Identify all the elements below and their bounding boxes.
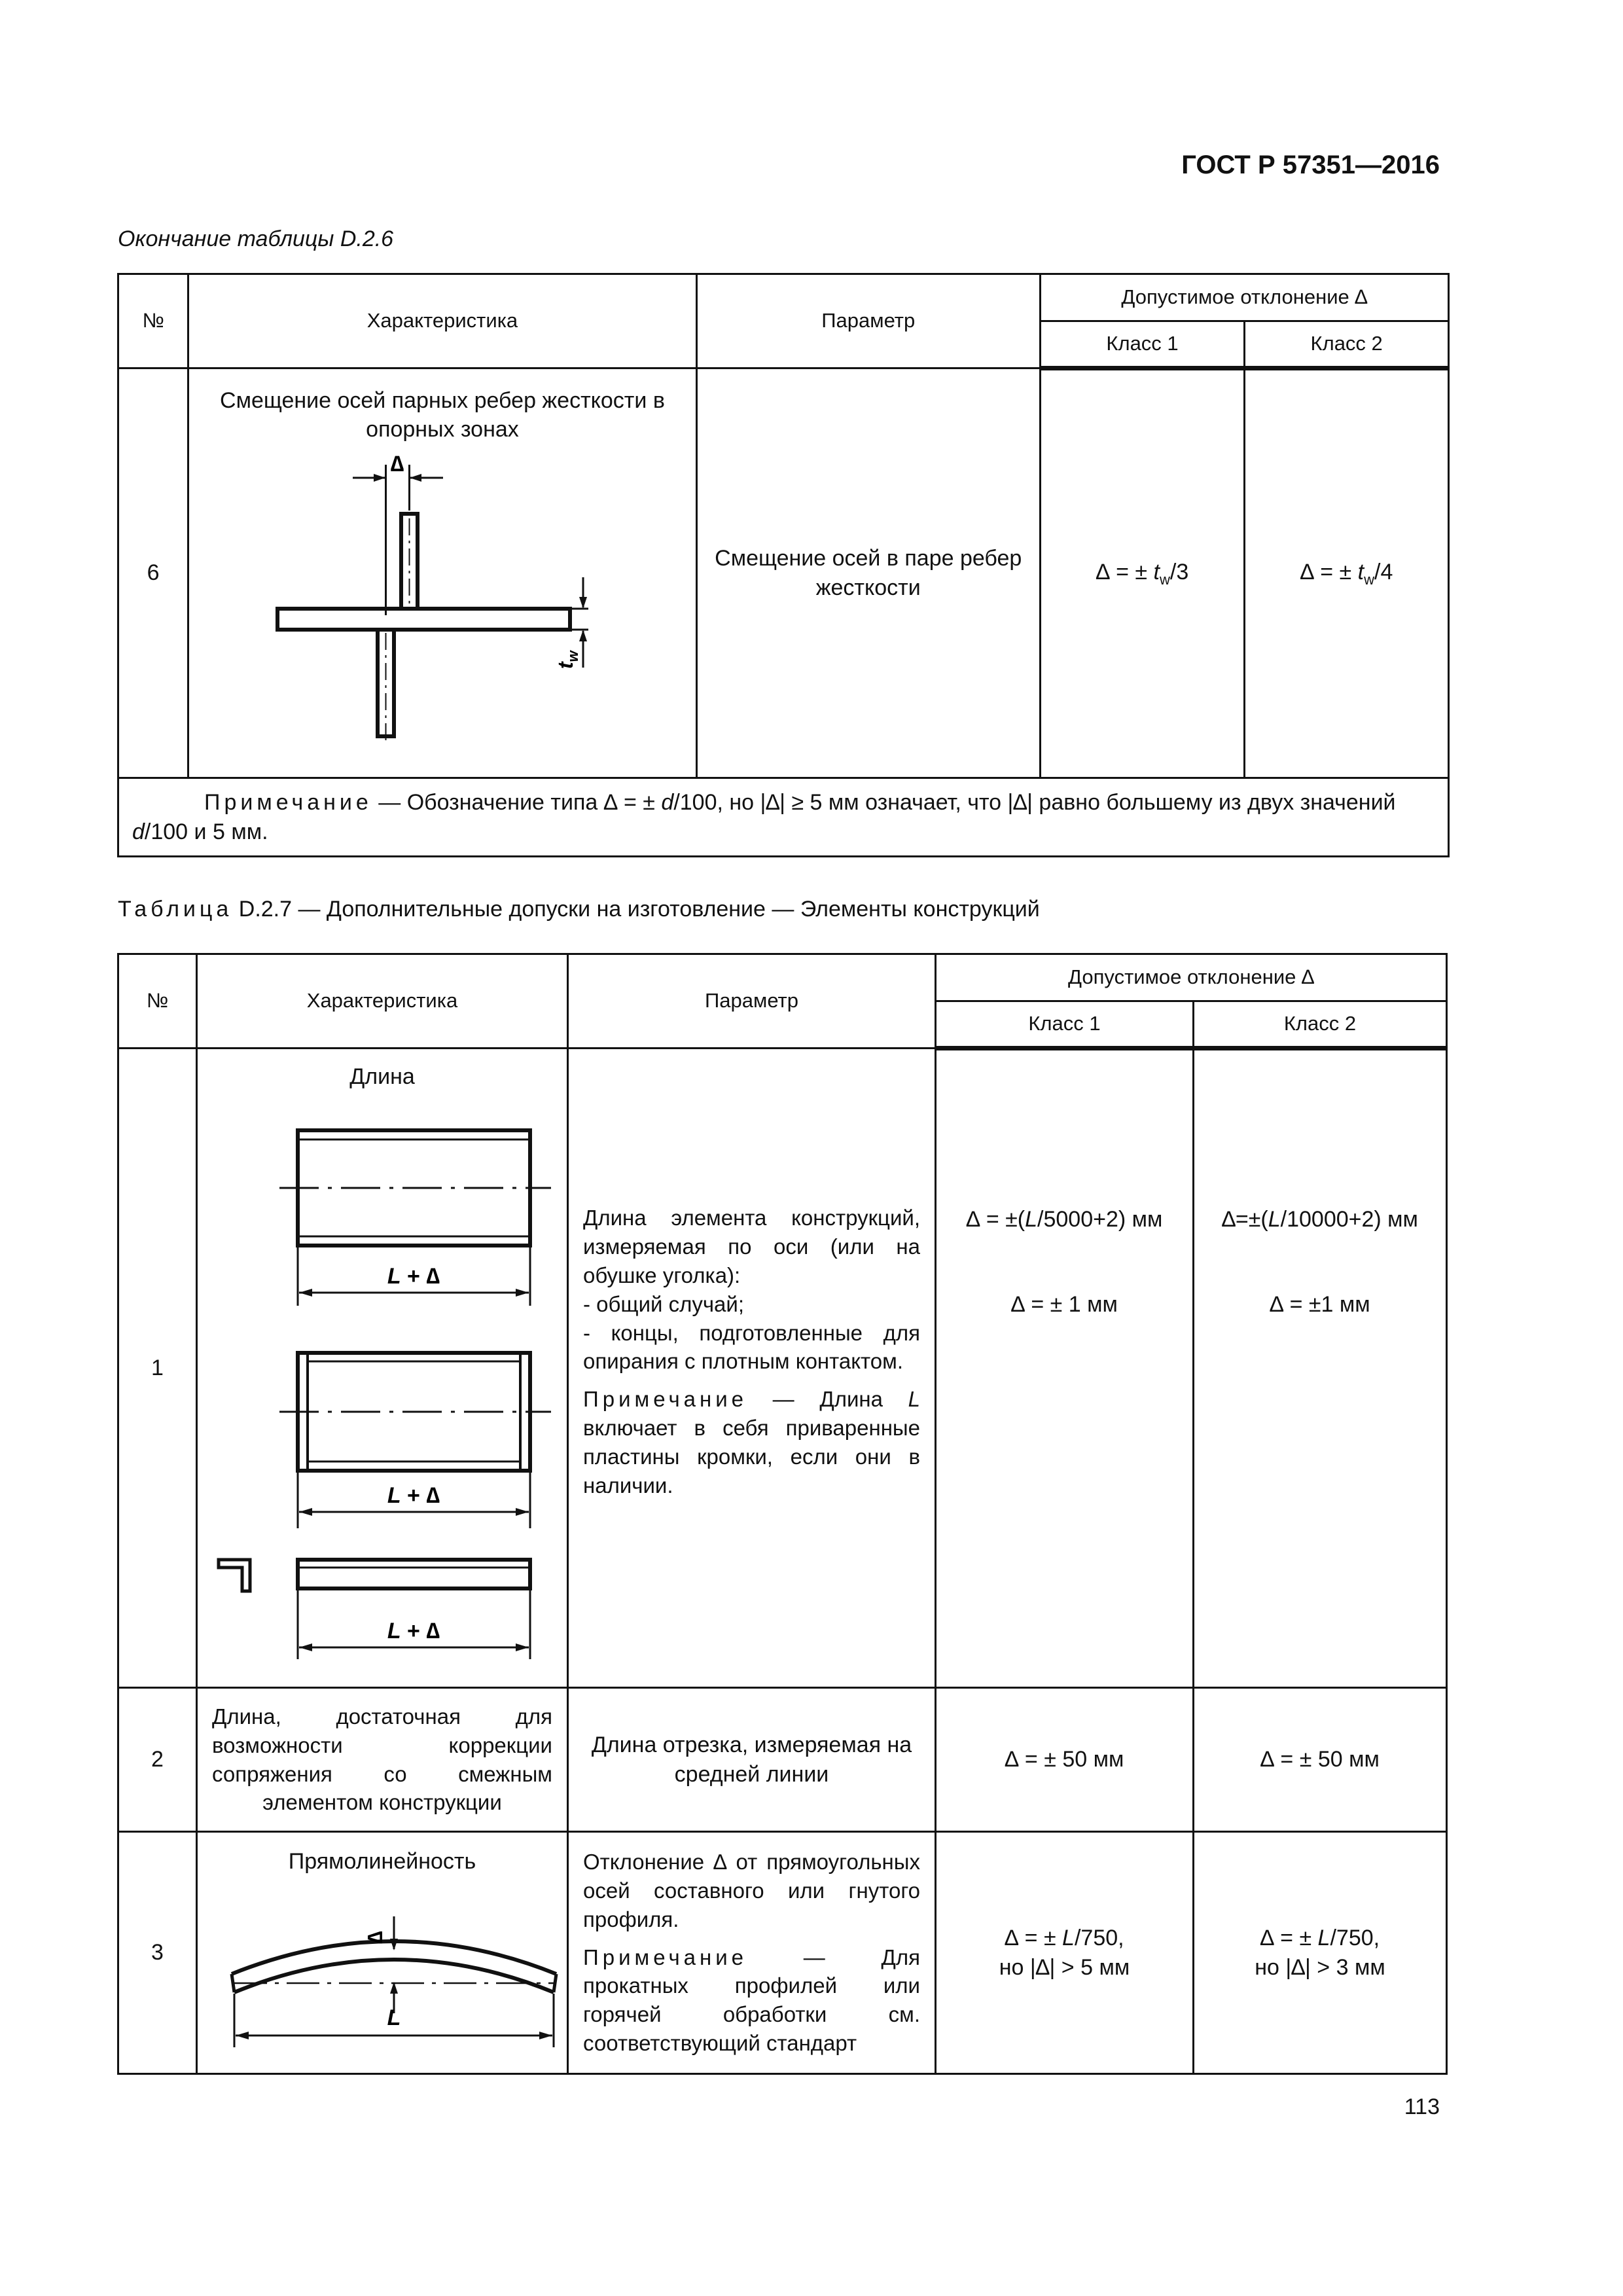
header-num: № [118,954,197,1049]
characteristic-title: Смещение осей парных ребер жесткости в опорных зонах [220,388,665,442]
tw-label: $t_w$ [554,651,582,670]
header-characteristic: Характеристика [188,274,697,368]
parameter-cell: Смещение осей в паре ребер жесткости [696,368,1040,778]
row-number: 1 [118,1049,197,1688]
stiffener-offset-diagram [202,446,683,754]
class2-cell: ∆ = ± $t_w/4$ [1245,368,1449,778]
header-deviation: Допустимое отклонение ∆ [1040,274,1448,321]
page-number: 113 [1404,2094,1440,2119]
row-number: 6 [118,368,188,778]
straightness-diagram [211,1876,568,2053]
class1-cell: ∆ = ± 50 мм [936,1688,1194,1832]
header-num: № [118,274,188,368]
parameter-cell: Длина отрезка, измеряемая на средней линии [568,1688,936,1832]
row-number: 3 [118,1832,197,2074]
parameter-note: Примечание — Длина L включает в себя приваренные пластины кромки, если они в наличии. [583,1387,920,1498]
row-number: 2 [118,1688,197,1832]
delta-label: ∆ [363,1931,387,1945]
table-note: Примечание — Обозначение типа ∆ = ± d/100, но |∆| ≥ 5 мм означает, что |∆| равно большему из двух значений d/100 и 5 мм. [118,778,1449,857]
table-row [118,368,1449,778]
characteristic-cell [188,368,697,778]
characteristic-title: Длина [349,1064,415,1089]
class2-cell: ∆ = ± 50 мм [1194,1688,1447,1832]
parameter-cell: Отклонение ∆ от прямоугольных осей составного или гнутого профиля. Примечание — Для прокатных профилей или горячей обработки см. соответствующий стандарт [568,1832,936,2074]
length-label-3: L + ∆ [387,1619,440,1644]
table-d27-caption: Таблица D.2.7 — Дополнительные допуски на изготовление — Элементы конструкций [118,897,1040,922]
header-class1: Класс 1 [936,1001,1194,1049]
characteristic-title: Прямолинейность [288,1849,476,1874]
table-d26-caption: Окончание таблицы D.2.6 [118,226,394,251]
length-label-1: L + ∆ [387,1264,440,1289]
delta-label: ∆ [390,452,404,477]
header-class2: Класс 2 [1245,321,1449,368]
class1-cell: ∆ = ±(L/5000+2) мм ∆ = ± 1 мм [936,1049,1194,1688]
length-label: L [387,2005,401,2031]
class2-cell: ∆=±(L/10000+2) мм ∆ = ±1 мм [1194,1049,1447,1688]
table-note-row [118,778,1449,857]
table-d26 [117,273,1450,857]
header-parameter: Параметр [696,274,1040,368]
header-parameter: Параметр [568,954,936,1049]
characteristic-cell [197,1049,568,1688]
table-row [118,1049,1447,1688]
header-deviation: Допустимое отклонение ∆ [936,954,1447,1001]
class2-cell: ∆ = ± L/750, но |∆| > 3 мм [1194,1832,1447,2074]
header-class2: Класс 2 [1194,1001,1447,1049]
characteristic-cell [197,1832,568,2074]
class1-cell: ∆ = ± $t_w/3$ [1040,368,1245,778]
parameter-note: Примечание — Для прокатных профилей или горячей обработки см. соответствующий стандарт [583,1945,920,2056]
header-class1: Класс 1 [1040,321,1245,368]
document-code: ГОСТ Р 57351—2016 [1181,151,1440,179]
length-diagrams [211,1096,568,1679]
table-d27 [117,953,1448,2075]
class1-cell: ∆ = ± L/750, но |∆| > 5 мм [936,1832,1194,2074]
table-row [118,1832,1447,2074]
length-label-2: L + ∆ [387,1483,440,1509]
parameter-cell: Длина элемента конструкций, измеряемая по оси (или на обушке уголка): - общий случай; - концы, подготовленные для опирания с плотным контактом. Примечание — Длина L включает в себя приваренные пластины кромки, если они в наличии. [568,1049,936,1688]
table-row [118,1688,1447,1832]
header-characteristic: Характеристика [197,954,568,1049]
characteristic-cell: Длина, достаточная для возможности коррекции сопряжения со смежным элементом конструкции [197,1688,568,1832]
